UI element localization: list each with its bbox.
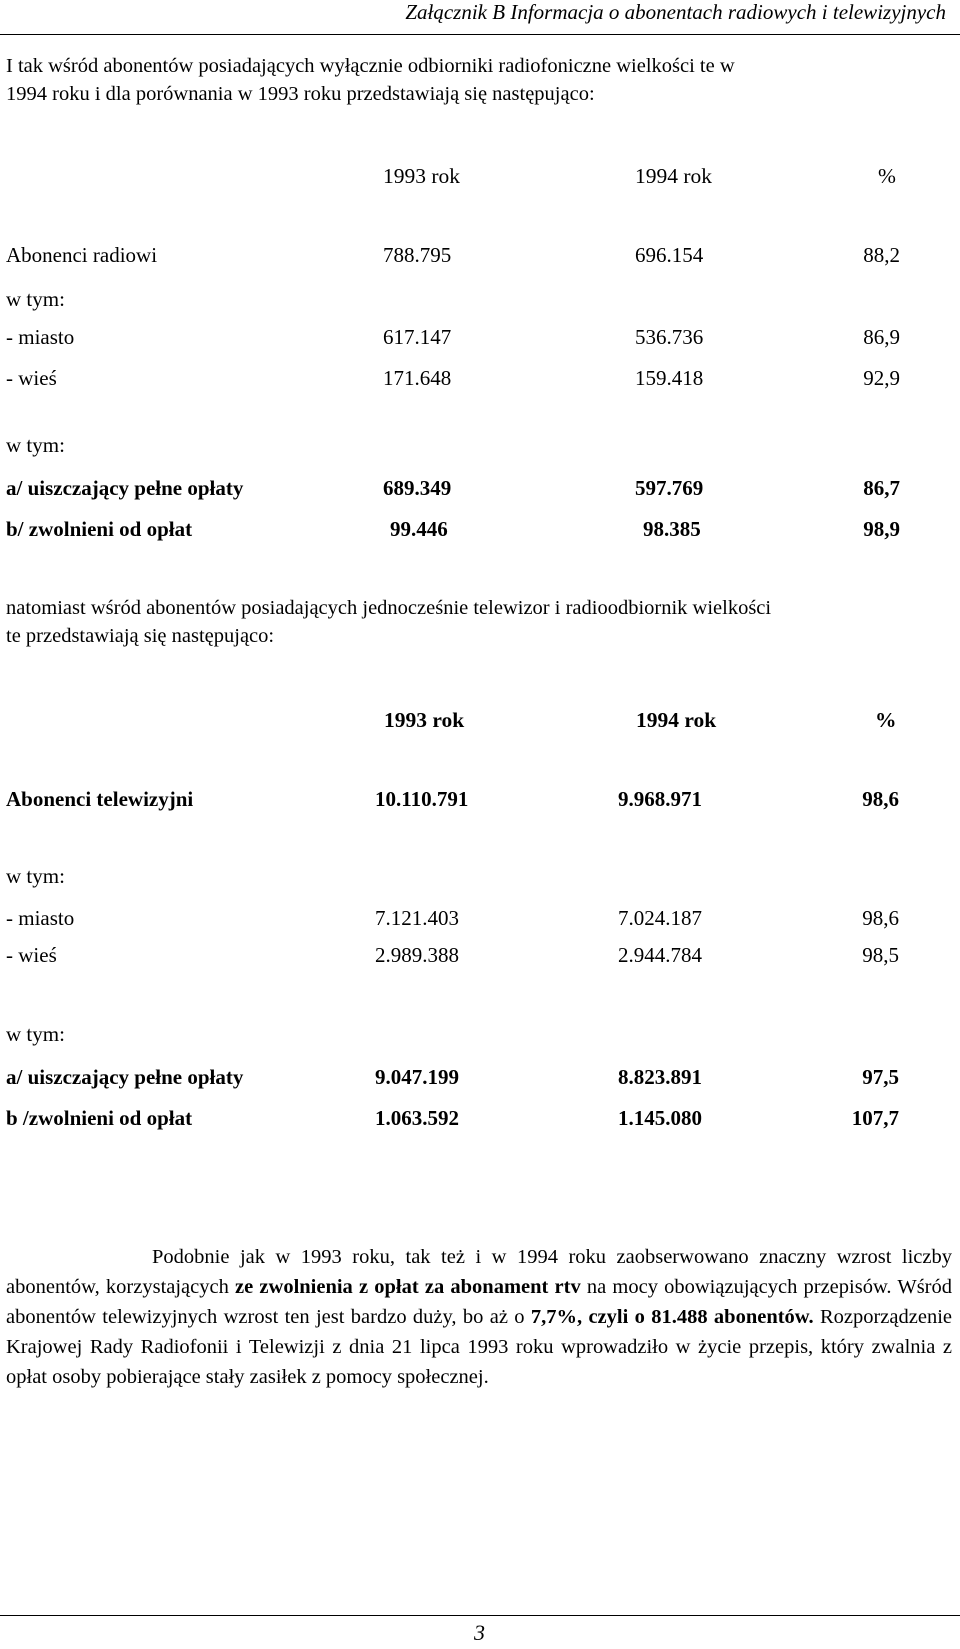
value-1994: 8.823.891 — [618, 1065, 702, 1089]
table-row — [0, 285, 960, 313]
radio-table-header — [0, 162, 960, 190]
table-row — [0, 474, 960, 502]
value-percent: 98,6 — [862, 906, 899, 930]
value-1994: 597.769 — [635, 476, 704, 500]
table-row — [0, 941, 960, 969]
table-row — [0, 1104, 960, 1132]
closing-text-2: na mocy obowiązujących przepisów. Wśród abonentów telewizyjnych wzrost ten jest bardzo duży, bo aż o — [6, 1276, 952, 1328]
closing-paragraph — [6, 1242, 952, 1392]
intro-radio-line-2: 1994 roku i dla porównania w 1993 roku przedstawiają się następująco: — [6, 83, 595, 105]
row-label: w tym: — [6, 1022, 65, 1046]
row-label: - wieś — [6, 943, 57, 967]
intro-radio-paragraph — [6, 52, 948, 108]
value-percent: 98,9 — [863, 517, 900, 541]
table-row — [0, 785, 960, 813]
row-label: w tym: — [6, 433, 65, 457]
running-header: Załącznik B Informacja o abonentach radiowych i telewizyjnych — [405, 0, 946, 24]
value-1994: 536.736 — [635, 325, 704, 349]
closing-text-1: Podobnie jak w 1993 roku, tak też i w 1994 roku zaobserwowano znaczny wzrost liczby abonentów, korzystających — [6, 1246, 952, 1298]
table-row — [0, 904, 960, 932]
column-header-1994: 1994 rok — [636, 708, 717, 732]
table-row — [0, 862, 960, 890]
row-label: w tym: — [6, 864, 65, 888]
value-1994: 7.024.187 — [618, 906, 702, 930]
row-label: b/ zwolnieni od opłat — [6, 517, 193, 541]
table-row — [0, 515, 960, 543]
value-percent: 86,9 — [863, 325, 900, 349]
intro-tv-paragraph — [6, 594, 948, 650]
value-1993: 788.795 — [383, 243, 452, 267]
intro-tv-line-1: natomiast wśród abonentów posiadających jednocześnie telewizor i radioodbiornik wielkości — [6, 597, 772, 619]
value-percent: 88,2 — [863, 243, 900, 267]
value-1993: 689.349 — [383, 476, 452, 500]
value-percent: 107,7 — [851, 1106, 899, 1130]
row-label: a/ uiszczający pełne opłaty — [6, 476, 244, 500]
value-1994: 159.418 — [635, 366, 704, 390]
column-header-percent: % — [875, 708, 897, 732]
value-1994: 9.968.971 — [618, 787, 702, 811]
footer-rule — [0, 1615, 960, 1616]
value-percent: 92,9 — [863, 366, 900, 390]
value-1994: 1.145.080 — [618, 1106, 702, 1130]
value-percent: 98,6 — [862, 787, 899, 811]
value-1993: 10.110.791 — [375, 787, 469, 811]
table-row — [0, 364, 960, 392]
closing-text-3: Rozporządzenie Krajowej Rady Radiofonii i Telewizji z dnia 21 lipca 1993 roku wprowadziło w życie przepis, który zwalnia z opłat osoby pobierające stały zasiłek z pomocy społecznej. — [6, 1306, 952, 1388]
value-percent: 98,5 — [862, 943, 899, 967]
table-row — [0, 431, 960, 459]
value-1993: 171.648 — [383, 366, 452, 390]
row-label: Abonenci telewizyjni — [6, 787, 194, 811]
column-header-1993: 1993 rok — [384, 708, 465, 732]
row-label: - miasto — [6, 906, 75, 930]
table-row — [0, 1020, 960, 1048]
tv-table-header — [0, 706, 960, 734]
value-1993: 7.121.403 — [375, 906, 459, 930]
row-label: b /zwolnieni od opłat — [6, 1106, 193, 1130]
value-percent: 86,7 — [863, 476, 900, 500]
table-row — [0, 241, 960, 269]
value-1993: 9.047.199 — [375, 1065, 459, 1089]
table-row — [0, 323, 960, 351]
row-label: Abonenci radiowi — [6, 243, 158, 267]
value-1993: 2.989.388 — [375, 943, 459, 967]
column-header-percent: % — [878, 164, 896, 188]
column-header-1994: 1994 rok — [635, 164, 713, 188]
value-percent: 97,5 — [862, 1065, 899, 1089]
row-label: - wieś — [6, 366, 57, 390]
intro-radio-line-1: I tak wśród abonentów posiadających wyłącznie odbiorniki radiofoniczne wielkości te w — [6, 55, 735, 77]
table-row — [0, 1063, 960, 1091]
row-label: a/ uiszczający pełne opłaty — [6, 1065, 244, 1089]
closing-bold-1: ze zwolnienia z opłat za abonament rtv — [235, 1276, 581, 1298]
column-header-1993: 1993 rok — [383, 164, 461, 188]
value-1993: 617.147 — [383, 325, 452, 349]
value-1993: 1.063.592 — [375, 1106, 459, 1130]
closing-bold-2: 7,7%, czyli o 81.488 abonentów. — [530, 1306, 814, 1328]
page-number: 3 — [474, 1620, 485, 1645]
value-1993: 99.446 — [390, 517, 448, 541]
value-1994: 98.385 — [643, 517, 701, 541]
value-1994: 2.944.784 — [618, 943, 702, 967]
intro-tv-line-2: te przedstawiają się następująco: — [6, 625, 275, 647]
value-1994: 696.154 — [635, 243, 704, 267]
header-rule — [0, 34, 960, 35]
row-label: - miasto — [6, 325, 75, 349]
row-label: w tym: — [6, 287, 65, 311]
